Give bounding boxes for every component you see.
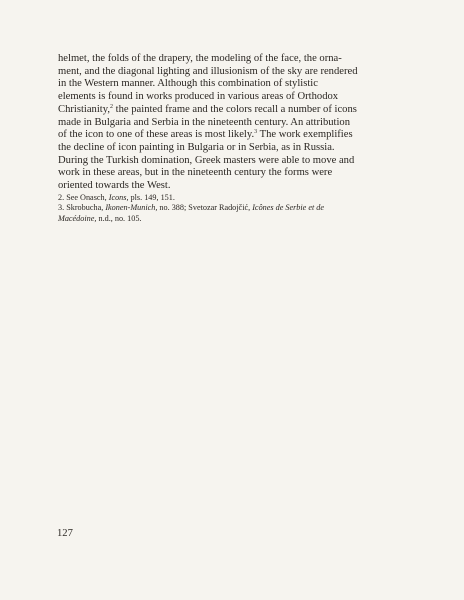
footnote-number: 3. bbox=[58, 203, 65, 213]
footnote-title: Icons, bbox=[108, 193, 129, 202]
text-line: helmet, the folds of the drapery, the modeling of the face, the orna- bbox=[58, 53, 342, 64]
footnote-text: Skrobucha, bbox=[66, 203, 104, 213]
footnote-text: See Onasch, bbox=[66, 193, 107, 202]
text-segment: of the icon to one of these areas is most likely. bbox=[58, 129, 255, 141]
text-line: During the Turkish domination, Greek masters were able to move and bbox=[58, 154, 355, 166]
body-paragraph bbox=[58, 53, 408, 193]
footnote-title: Icônes de Serbie et de bbox=[252, 203, 325, 213]
footnote-2 bbox=[58, 193, 408, 203]
footnotes bbox=[58, 193, 408, 224]
footnote-ref-2: 2 bbox=[110, 103, 113, 110]
footnote-text: n.d., no. 105. bbox=[98, 213, 142, 223]
text-line bbox=[58, 104, 408, 117]
text-line: in the Western manner. Although this combination of stylistic bbox=[58, 78, 318, 90]
text-segment: The work exemplifies bbox=[259, 129, 353, 141]
text-segment: the painted frame and the colors recall a number of icons bbox=[115, 103, 357, 115]
footnote-ref-3: 3 bbox=[254, 129, 258, 136]
page-number: 127 bbox=[57, 528, 73, 539]
footnote-3 bbox=[58, 203, 408, 213]
footnote-3-continued bbox=[58, 214, 408, 224]
footnote-text: pls. 149, 151. bbox=[130, 193, 175, 202]
footnote-title: Macédoine, bbox=[58, 213, 97, 223]
text-line: work in these areas, but in the nineteenth century the forms were bbox=[58, 167, 333, 179]
text-line: oriented towards the West. bbox=[58, 180, 171, 192]
text-line: elements is found in works produced in various areas of Orthodox bbox=[58, 91, 339, 103]
text-line: made in Bulgaria and Serbia in the nineteenth century. An attribution bbox=[58, 116, 351, 128]
footnote-title: Ikonen-Munich, bbox=[105, 203, 158, 213]
text-line bbox=[58, 129, 408, 142]
footnote-text: no. 388; Svetozar Radojčić, bbox=[159, 203, 251, 213]
text-line: ment, and the diagonal lighting and illusionism of the sky are rendered bbox=[58, 65, 358, 77]
text-line: the decline of icon painting in Bulgaria or in Serbia, as in Russia. bbox=[58, 141, 335, 153]
text-segment: Christianity, bbox=[58, 103, 110, 115]
footnote-number: 2. bbox=[58, 193, 65, 202]
